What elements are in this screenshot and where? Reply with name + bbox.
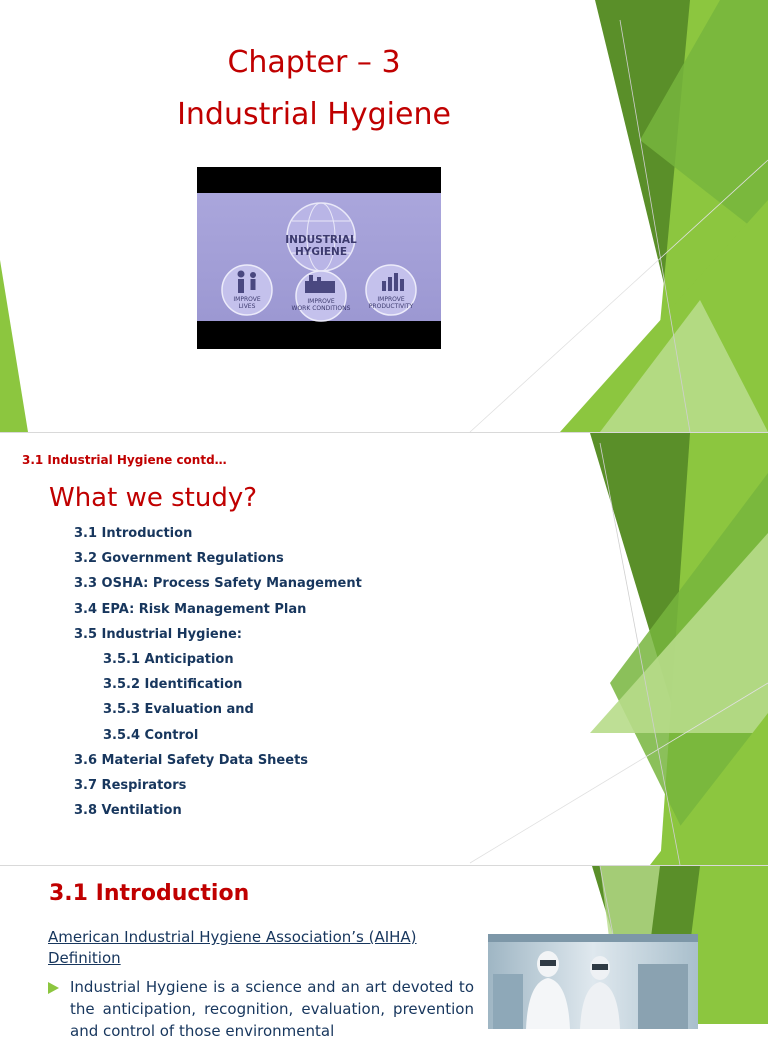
globe-text-line1: INDUSTRIAL (285, 234, 357, 246)
list-item: 3.5.2 Identification (103, 677, 243, 693)
slide-introduction (0, 866, 768, 1040)
chapter-subtitle: Industrial Hygiene (177, 97, 451, 132)
video-thumbnail[interactable] (197, 167, 441, 349)
list-item: 3.5 Industrial Hygiene: (74, 626, 242, 642)
list-item: 3.4 EPA: Risk Management Plan (74, 601, 307, 617)
industrial-hygiene-graphic (197, 193, 441, 321)
list-item: 3.2 Government Regulations (74, 551, 284, 567)
intro-title: 3.1 Introduction (49, 881, 250, 906)
video-frame (197, 193, 441, 321)
item1-line1: IMPROVE (233, 296, 261, 303)
item3-line1: IMPROVE (377, 296, 405, 303)
list-item: 3.3 OSHA: Process Safety Management (74, 576, 362, 592)
item2-line2: WORK CONDITIONS (291, 305, 351, 312)
list-item: 3.8 Ventilation (74, 803, 182, 819)
definition-bullet: Industrial Hygiene is a science and an art devoted to the anticipation, recognition, evaluation, prevention and control of those environmental (70, 978, 474, 1040)
item2-line1: IMPROVE (307, 298, 335, 305)
list-item: 3.7 Respirators (74, 777, 187, 793)
slide-contents (0, 433, 768, 865)
lab-workers-photo (488, 934, 698, 1029)
contents-list (74, 521, 362, 823)
slide-title (0, 0, 768, 432)
list-item: 3.5.3 Evaluation and (103, 702, 254, 718)
list-item: 3.1 Introduction (74, 526, 193, 541)
chapter-title: Chapter – 3 (227, 45, 401, 80)
factory-icon (296, 271, 346, 321)
list-item: 3.5.4 Control (103, 727, 199, 743)
slide-header: 3.1 Industrial Hygiene contd… (22, 453, 227, 467)
section-title: What we study? (49, 483, 258, 513)
item3-line2: PRODUCTIVITY (368, 303, 414, 310)
definition-heading: American Industrial Hygiene Association’s (AIHA) Definition (48, 928, 417, 967)
list-item: 3.5.1 Anticipation (103, 651, 234, 667)
globe-text-line2: HYGIENE (294, 246, 348, 258)
item1-line2: LIVES (238, 303, 256, 310)
bullet-arrow-icon (48, 982, 60, 994)
list-item: 3.6 Material Safety Data Sheets (74, 752, 309, 768)
